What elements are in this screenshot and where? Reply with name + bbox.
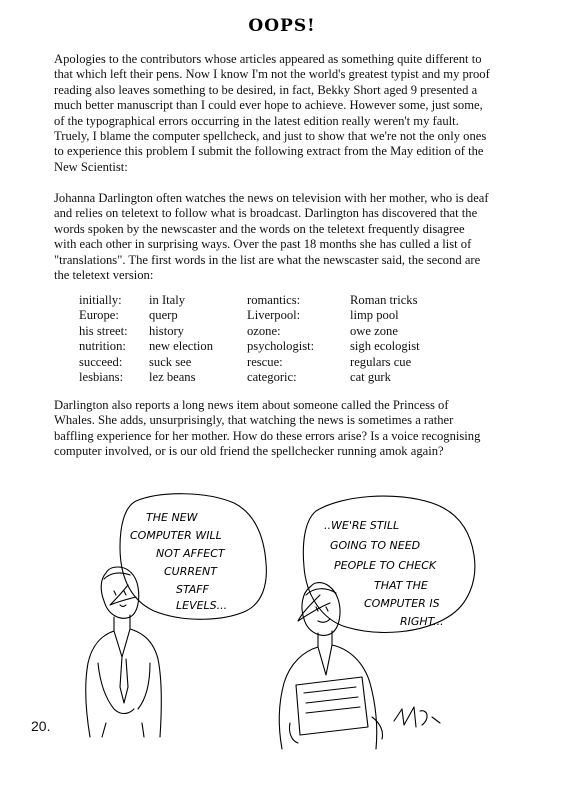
left-bubble-text	[130, 511, 227, 612]
teletext-word: lez beans	[149, 369, 196, 384]
said-word: initially:	[79, 293, 122, 307]
teletext-word: suck see	[149, 354, 192, 369]
teletext-word: in Italy	[149, 293, 186, 307]
said-word: romantics:	[247, 293, 301, 307]
translation-row	[79, 370, 460, 385]
teletext-word: sigh ecologist	[350, 339, 420, 354]
bubble-line: ..WE'RE STILL	[324, 519, 400, 532]
bubble-line: LEVELS...	[176, 599, 228, 612]
bubble-line: NOT AFFECT	[156, 547, 225, 560]
translation-row	[79, 324, 460, 339]
said-word: lesbians:	[79, 369, 124, 384]
said-word: his street:	[79, 323, 128, 338]
translations-table	[79, 293, 460, 385]
said-word: psychologist:	[247, 339, 315, 354]
bubble-line: THAT THE	[374, 579, 428, 592]
teletext-word: Roman tricks	[350, 293, 418, 307]
said-word: Europe:	[79, 308, 119, 323]
bubble-line: CURRENT	[164, 565, 217, 578]
teletext-word: new election	[149, 339, 213, 354]
bubble-line: GOING TO NEED	[330, 539, 421, 552]
teletext-word: regulars cue	[350, 354, 412, 369]
said-word: categoric:	[247, 369, 297, 384]
teletext-word: querp	[149, 308, 178, 323]
translation-row	[79, 355, 460, 370]
intro-paragraph: Apologies to the contributors whose articles appeared as something quite different to that which left their pens. Now I know I'm not the world's greatest typist and my proof reading also leaves something to be desired, in fact, Bekky Short aged 9 presented a much better manuscript than I could ever hope to achieve. However some, just some, of the typographical errors occurring in the latest edition really weren't my fault. Truely, I blame the computer spellcheck, and just to show that we're not the only ones to experience this problem I submit the following extract from the May edition of the New Scientist:	[54, 52, 490, 174]
artist-signature	[394, 707, 440, 727]
bubble-line: RIGHT...	[400, 615, 444, 628]
said-word: ozone:	[247, 323, 281, 338]
teletext-word: limp pool	[350, 308, 399, 323]
translation-row	[79, 339, 460, 354]
translation-row	[79, 308, 460, 323]
bubble-line: COMPUTER IS	[364, 597, 440, 610]
right-bubble-text	[324, 519, 444, 628]
closing-paragraph: Darlington also reports a long news item about someone called the Princess of Whales. She adds, unsurprisingly, that watching the news is sometimes a rather baffling experience for her mother. How do these errors arise? Is a voice recognising computer involved, or is our old friend the spellchecker running amok again?	[54, 398, 481, 459]
bubble-line: COMPUTER WILL	[130, 529, 222, 542]
cartoon-illustration	[84, 487, 504, 752]
said-word: rescue:	[247, 354, 283, 369]
teletext-word: history	[149, 323, 184, 338]
teletext-word: owe zone	[350, 323, 398, 338]
teletext-word: cat gurk	[350, 369, 391, 384]
said-word: nutrition:	[79, 339, 126, 354]
bubble-line: PEOPLE TO CHECK	[334, 559, 437, 572]
said-word: Liverpool:	[247, 308, 301, 323]
said-word: succeed:	[79, 354, 123, 369]
translation-row	[79, 293, 460, 308]
page-title: OOPS!	[248, 16, 316, 36]
page-number: 20.	[31, 718, 51, 734]
bubble-line: STAFF	[176, 583, 209, 596]
left-man-figure	[86, 567, 161, 737]
bubble-line: THE NEW	[146, 511, 198, 524]
extract-paragraph: Johanna Darlington often watches the news on television with her mother, who is deaf and relies on teletext to follow what is broadcast. Darlington has discovered that the words spoken by the newscaster and the words on the teletext frequently disagree with each other in surprising ways. Over the past 18 months she has culled a list of "translations". The first words in the list are what the newscaster said, the second are the teletext version:	[54, 191, 489, 283]
